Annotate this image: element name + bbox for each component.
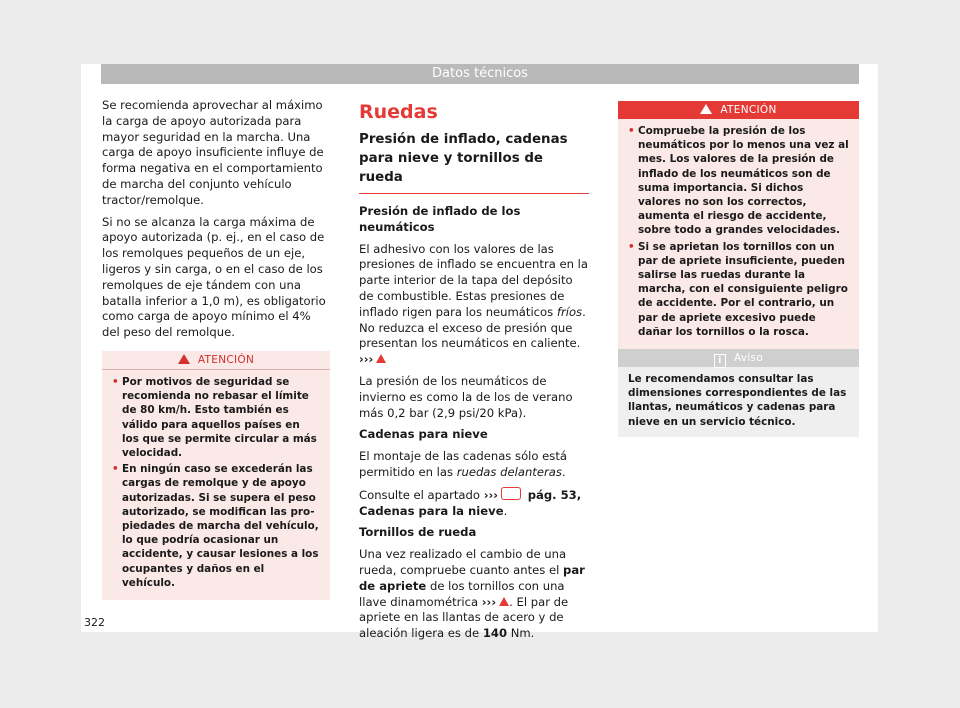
subheading-wheel-bolts: Tornillos de rueda xyxy=(359,525,477,540)
list-item xyxy=(112,462,320,590)
snow-chain-reference-icon xyxy=(501,487,521,500)
warning-triangle-icon xyxy=(499,597,509,606)
warning-text: Compruebe la presión de los neumáticos por lo menos una vez al mes. Los valores de la presión de inflado de los neumáticos son de suma importancia. Si dichos valores no son los correctos, aumenta el riesgo de accidente, sobre todo a grandes velocidades. xyxy=(638,125,849,237)
text-run: . xyxy=(561,464,566,479)
bullet-icon: • xyxy=(112,463,119,476)
warning-triangle-icon xyxy=(178,354,190,364)
warning-text: Si se aprietan los tornillos con un par de apriete insuficiente, pueden salirse las ruedas durante la marcha, con el consiguiente peligro de accidente. Por el contrario, un par de apriete excesivo puede dañar los tornillos o la rosca. xyxy=(638,240,848,338)
text-bold: par de apriete xyxy=(359,562,585,593)
text-run: . El par de apriete en las llantas de acero y de aleación ligera es de xyxy=(359,594,569,641)
subheading-tyre-pressure: Presión de inflado de los neumáticos xyxy=(359,204,521,234)
text-run: El montaje de las cadenas sólo está permitido en las xyxy=(359,449,567,479)
subheading-snow-chains: Cadenas para nieve xyxy=(359,427,488,442)
reference-arrows[interactable]: ››› xyxy=(359,352,374,367)
paragraph: La presión de los neumáticos de invierno es como la de los de verano más 0,2 bar (2,9 psi/20 kPa). xyxy=(359,373,573,420)
paragraph xyxy=(359,487,589,520)
notice-title: Aviso xyxy=(733,352,764,365)
warning-body xyxy=(102,370,330,600)
bullet-icon: • xyxy=(628,240,635,253)
page-number: 322 xyxy=(84,616,105,629)
list-item xyxy=(628,124,849,238)
reference-arrows[interactable]: ››› xyxy=(481,594,497,609)
text-run: de los tornillos con una llave dinamométrica xyxy=(359,578,565,609)
bullet-icon: • xyxy=(628,125,635,137)
reference-arrows[interactable]: ››› xyxy=(483,487,499,502)
column-right xyxy=(618,101,859,437)
torque-value: 140 xyxy=(482,626,508,641)
warning-box xyxy=(618,101,859,349)
warning-triangle-icon xyxy=(700,104,712,114)
paragraph xyxy=(359,547,589,642)
warning-header xyxy=(102,351,330,370)
warning-triangle-icon xyxy=(376,354,386,363)
text-run: Una vez realizado el cambio de una rueda, compruebe cuanto antes el xyxy=(359,547,567,577)
column-middle xyxy=(359,98,589,648)
warning-text: Por motivos de seguridad se recomienda no rebasar el límite de 80 km/h. Esto también es válido para aquellos países en los que se permite circular a más velocidad. xyxy=(122,375,317,459)
text-run: El adhesivo con los valores de las presiones de inflado se encuentra en la parte interior de la tapa del depósito de combustible. Estas presiones de inflado rigen para los neumáticos xyxy=(359,241,588,319)
text-italic: fríos xyxy=(556,304,583,319)
chapter-header: Datos técnicos xyxy=(101,64,859,84)
list-item xyxy=(112,375,320,460)
text-run: Nm. xyxy=(507,626,535,641)
page-reference-link[interactable]: pág. 53, Cadenas para la nieve xyxy=(359,487,582,518)
text-run: . xyxy=(503,503,508,518)
manual-page xyxy=(81,64,878,641)
bullet-icon: • xyxy=(112,375,119,388)
column-left xyxy=(102,98,330,600)
warning-body xyxy=(618,119,859,349)
notice-header xyxy=(618,349,859,367)
warning-header xyxy=(618,101,859,119)
warning-text: En ningún caso se excederán las cargas de remolque y de apoyo autorizadas. Si se supera el peso autorizado, se modifican las propiedades de marcha del vehículo, lo que podría ocasionar un accidente, y causar lesiones a los ocupantes y daños en el vehículo. xyxy=(122,463,319,589)
warning-box xyxy=(102,351,330,600)
info-icon: i xyxy=(714,354,726,368)
paragraph: Si no se alcanza la carga máxima de apoyo autorizada (p. ej., en el caso de los remolques pequeños de un eje, ligeros y sin carga, o en el caso de los remolques de eje tándem con una batalla inferior a 1,0 m), es obligatorio como carga de apoyo mínimo el 4% del peso del remolque. xyxy=(102,214,326,340)
text-run: . No reduzca el exceso de presión que presentan los neumáticos en caliente. xyxy=(359,304,586,351)
warning-title: ATENCIÓN xyxy=(197,353,255,366)
paragraph xyxy=(359,449,589,481)
text-run: Consulte el apartado xyxy=(359,487,480,502)
section-title: Ruedas xyxy=(359,101,438,123)
notice-box xyxy=(618,349,859,437)
paragraph: Se recomienda aprovechar al máximo la carga de apoyo autorizada para mayor seguridad en la marcha. Una carga de apoyo insuficiente influye de forma negativa en el comportamiento de marcha del conjunto vehículo tractor/remolque. xyxy=(102,98,324,207)
section-subtitle: Presión de inflado, cadenas para nieve y tornillos de rueda xyxy=(359,130,589,194)
text-italic: ruedas delanteras xyxy=(456,464,562,479)
notice-text: Le recomendamos consultar las dimensiones correspondientes de las llantas, neumáticos y cadenas para nieve en un servicio técnico. xyxy=(628,373,847,428)
warning-title: ATENCIÓN xyxy=(720,104,777,116)
paragraph xyxy=(359,242,589,368)
list-item xyxy=(628,240,849,339)
